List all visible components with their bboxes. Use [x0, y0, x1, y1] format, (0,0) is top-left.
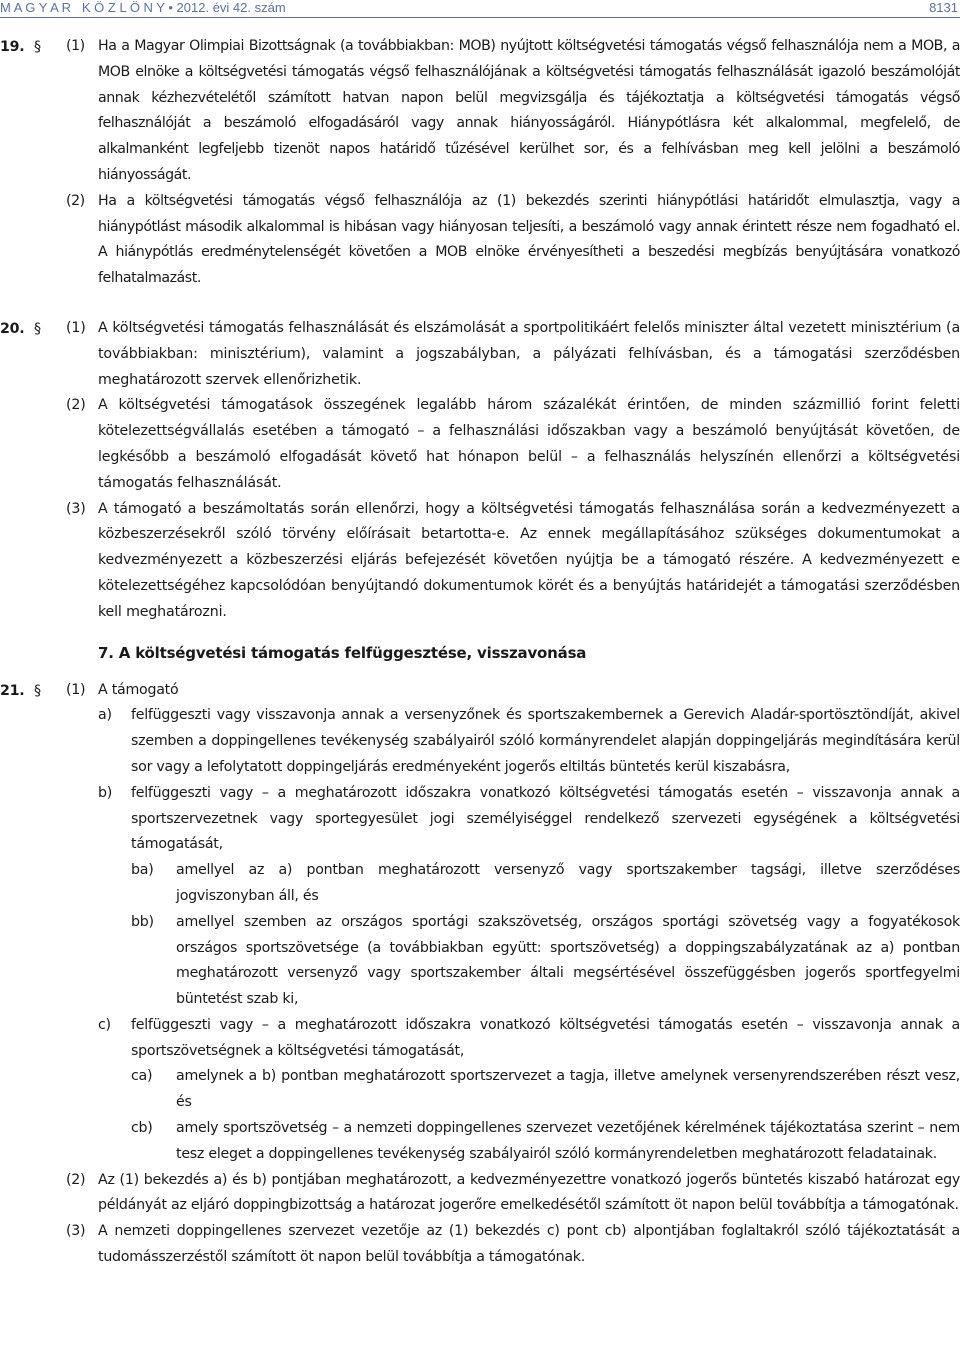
point-label: a) [98, 707, 112, 724]
section-number: 21. [0, 682, 25, 699]
paragraph-2 [0, 189, 960, 292]
paragraph-text: A költségvetési támogatások összegének legalább három százalékát érintően, de minden százmillió forint feletti kötelezettségvállalás esetében a támogató – a felhasználási időszakban vagy a beszámoló benyújtását követően, de legkésőbb a beszámoló elfogadását követő hat hónapon belül – a felhasználás helyszínén ellenőrzi a költségvetési támogatás felhasználását. [98, 397, 960, 491]
paragraph-1 [0, 678, 960, 704]
paragraph-2 [0, 393, 960, 496]
section-19 [0, 34, 960, 292]
subpoint-label: ca) [131, 1068, 153, 1085]
paragraph-text: Ha a költségvetési támogatás végső felhasználója az (1) bekezdés szerinti hiánypótlási határidőt elmulasztja, vagy a hiánypótlást második alkalommal is hibásan vagy hiányosan teljesíti, a beszámoló vagy annak érintett része nem fogadható el. A hiánypótlás eredménytelenségét követően a MOB elnöke érvényesítheti a beszedési megbízás benyújtására vonatkozó felhatalmazást. [98, 192, 960, 287]
page-number: 8131 [929, 0, 958, 15]
paragraph-number: (2) [66, 397, 86, 414]
paragraph-3 [0, 497, 960, 626]
point-label: b) [98, 784, 113, 801]
section-21 [0, 678, 960, 1271]
subpoint-label: ba) [131, 862, 154, 879]
header-journal [0, 0, 286, 15]
subpoint-label: bb) [131, 913, 154, 930]
paragraph-number: (1) [66, 681, 86, 698]
paragraph-number: (2) [66, 192, 85, 209]
paragraph-number: (1) [66, 319, 86, 336]
paragraph-text: A nemzeti doppingellenes szervezet vezetője az (1) bekezdés c) pont cb) alpontjában foglaltakról szóló tájékoztatását a tudomásszerzéstől számított öt napon belül továbbítja a támogatónak. [98, 1223, 960, 1266]
paragraph-2 [0, 1168, 960, 1220]
paragraph-1 [0, 316, 960, 393]
paragraph-number: (3) [66, 1223, 86, 1240]
subpoint-label: cb) [131, 1120, 153, 1137]
paragraph-text: A támogató a beszámoltatás során ellenőrzi, hogy a költségvetési támogatás felhasználása során a kedvezményezett a közbeszerzésekről szóló törvény előírásait betartotta-e. Az ennek megállapításához szükséges dokumentumokat a kedvezményezett a közbeszerzési eljárás befejezését követően nyújtja be a támogató részére. A kedvezményezett e kötelezettségéhez kapcsolódóan benyújtandó dokumentumok körét és a benyújtás határidejét a támogatási szerződésben kell meghatározni. [98, 500, 960, 620]
issue-label: 2012. évi 42. szám [176, 0, 286, 15]
journal-title: M A G Y A R K Ö Z L Ö N Y [0, 0, 165, 15]
page-header [0, 0, 960, 18]
subpoint-text: amelynek a b) pontban meghatározott sportszervezet a tagja, illetve amelynek versenyrendszerében részt vesz, és [176, 1068, 960, 1111]
point-text: felfüggeszti vagy – a meghatározott időszakra vonatkozó költségvetési támogatás esetén – visszavonja annak a sportszövetségnek a költségvetési támogatását, [131, 1016, 960, 1059]
point-c [0, 1013, 960, 1065]
subpoint-ca [0, 1064, 960, 1116]
subpoint-cb [0, 1116, 960, 1168]
point-label: c) [98, 1016, 111, 1033]
point-b [0, 781, 960, 858]
paragraph-1 [0, 34, 960, 189]
subpoint-text: amellyel szemben az országos sportági szakszövetség, országos sportági szövetség vagy a fogyatékosok országos sportszövetsége (a továbbiakban együtt: sportszövetség) a doppingszabályzatának az a) pontban meghatározott versenyző vagy sportszakember általi megsértésével összefüggésben jogerős sportfegyelmi büntetést szab ki, [176, 913, 960, 1008]
point-text: felfüggeszti vagy visszavonja annak a versenyzőnek és sportszakembernek a Gerevich Aladár-sportösztöndíját, akivel szemben a doppingellenes tevékenység szabályairól szóló kormányrendelet alapján doppingeljárás megindítására kerül sor vagy a lefolytatott doppingeljárás eredményeként jogerős eltiltás büntetés kerül kiszabásra, [131, 707, 960, 775]
paragraph-3 [0, 1219, 960, 1271]
subpoint-text: amellyel az a) pontban meghatározott versenyző vagy sportszakember tagsági, illetve szerződéses jogviszonyban áll, és [176, 862, 960, 904]
section-symbol: § [34, 682, 41, 699]
paragraph-text: A költségvetési támogatás felhasználását és elszámolását a sportpolitikáért felelős miniszter által vezetett minisztérium (a továbbiakban: minisztérium), valamint a jogszabályban, a pályázati felhívásban, és a támogatási szerződésben meghatározott szervek ellenőrizhetik. [98, 319, 960, 388]
paragraph-number: (3) [66, 500, 86, 517]
paragraph-text: Ha a Magyar Olimpiai Bizottságnak (a továbbiakban: MOB) nyújtott költségvetési támogatás végső felhasználója nem a MOB, a MOB elnöke a költségvetési támogatás végső felhasználójának a költségvetési támogatás felhasználását igazoló beszámolóját annak kézhezvételétől számított hatvan napon belül megvizsgálja és tájékoztatja a költségvetési támogatás végső felhasználóját a beszámoló elfogadásáról vagy annak hiányosságáról. Hiánypótlásra két alkalommal, megfelelő, de alkalmanként legfeljebb tizenöt napos határidő tűzésével kerülhet sor, és a felhívásban meg kell jelölni a beszámoló hiányosságát. [98, 38, 960, 183]
paragraph-text: Az (1) bekezdés a) és b) pontjában meghatározott, a kedvezményezettre vonatkozó jogerős büntetés kiszabó határozat egy példányát az eljáró doppingbizottság a határozat jogerőre emelkedésétől számított öt napon belül továbbítja a támogatónak. [98, 1171, 960, 1214]
point-text: felfüggeszti vagy – a meghatározott időszakra vonatkozó költségvetési támogatás esetén – visszavonja annak a sportszervezetnek vagy sportegyesület jogi személyiséggel rendelkező szervezeti egységének a költségvetési támogatását, [131, 784, 960, 853]
paragraph-text: A támogató [98, 681, 179, 698]
point-a [0, 703, 960, 780]
header-bullet: • [168, 0, 177, 15]
chapter-heading: 7. A költségvetési támogatás felfüggesztése, visszavonása [98, 643, 587, 662]
document-body [0, 34, 960, 1285]
section-20 [0, 316, 960, 626]
section-number: 19. [0, 39, 25, 55]
subpoint-bb [0, 910, 960, 1013]
section-number: 20. [0, 320, 25, 337]
paragraph-number: (2) [66, 1171, 86, 1188]
subpoint-ba [0, 858, 960, 910]
paragraph-number: (1) [66, 38, 85, 54]
subpoint-text: amely sportszövetség – a nemzeti doppingellenes szervezet vezetőjének kérelmének tájékoztatása szerint – nem tesz eleget a doppingellenes tevékenység szabályairól szóló kormányrendeletben meghatározott feladatainak. [176, 1120, 960, 1162]
section-symbol: § [34, 320, 41, 337]
header-rule [0, 17, 960, 18]
section-symbol: § [34, 39, 41, 55]
